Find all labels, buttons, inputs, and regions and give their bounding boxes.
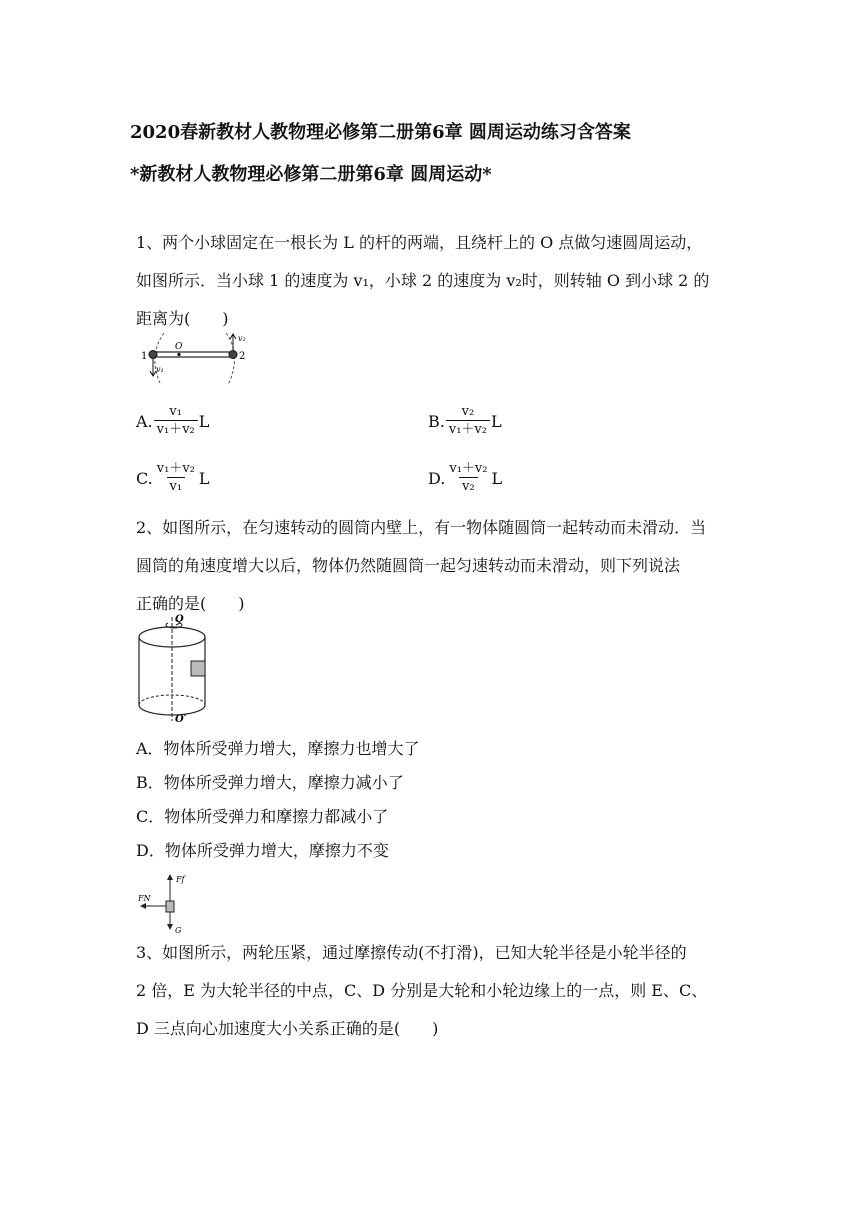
numerator: v₂ [461, 404, 475, 419]
option-suffix: L [491, 469, 503, 488]
option-A[interactable] [136, 404, 209, 439]
option-suffix: L [490, 412, 502, 431]
ball-1 [149, 351, 157, 359]
fraction [154, 404, 198, 439]
fraction [154, 461, 198, 496]
question-2-stem-line: 圆筒的角速度增大以后，物体仍然随圆筒一起匀速转动而未滑动，则下列说法 [136, 556, 681, 575]
option-B[interactable]: B．物体所受弹力增大，摩擦力减小了 [136, 773, 404, 792]
question-1-stem-line: 1、两个小球固定在一根长为 L 的杆的两端，且绕杆上的 O 点做匀速圆周运动， [136, 233, 703, 252]
block [166, 901, 174, 912]
rod-rotation-figure [138, 327, 253, 389]
block [191, 661, 205, 676]
question-3-stem [136, 934, 730, 1048]
option-letter: D. [428, 469, 446, 488]
label-2: 2 [239, 351, 246, 362]
label-G: G [175, 926, 182, 935]
question-1-stem [136, 224, 730, 338]
numerator: v₁ [169, 404, 182, 419]
option-letter: A. [136, 412, 153, 431]
question-2-stem-line: 正确的是( ) [136, 594, 245, 613]
question-1-stem-line: 如图所示．当小球 1 的速度为 v₁，小球 2 的速度为 v₂时，则转轴 O 到小球 2 的 [136, 271, 710, 290]
label-v1: v₁ [156, 365, 164, 374]
ball-1-path-arc [155, 333, 164, 383]
document-title: 2020春新教材人教物理必修第二册第6章 圆周运动练习含答案 [130, 122, 631, 143]
cylinder-figure [136, 613, 216, 725]
pivot-point [177, 353, 180, 356]
option-D[interactable] [428, 461, 502, 496]
document-subtitle: *新教材人教物理必修第二册第6章 圆周运动* [130, 164, 492, 185]
label-1: 1 [141, 351, 148, 362]
denominator: v₁ [167, 477, 186, 496]
fraction [446, 404, 490, 439]
option-letter: C. [136, 469, 153, 488]
ball-2 [229, 351, 237, 359]
fraction [446, 461, 490, 496]
question-2-stem [136, 509, 730, 623]
gravity-arrow-icon [167, 924, 173, 930]
denominator: v₁＋v₂ [446, 420, 490, 439]
numerator: v₁＋v₂ [449, 461, 488, 476]
label-O: O [175, 342, 183, 352]
denominator: v₁＋v₂ [154, 420, 198, 439]
option-suffix: L [198, 469, 210, 488]
option-A[interactable]: A．物体所受弹力增大，摩擦力也增大了 [136, 739, 420, 758]
question-2-stem-line: 2、如图所示，在匀速转动的圆筒内壁上，有一物体随圆筒一起转动而未滑动．当 [136, 518, 707, 537]
normal-force-arrow-icon [140, 903, 146, 909]
question-3-stem-line: D 三点向心加速度大小关系正确的是( ) [136, 1019, 439, 1038]
question-3-stem-line: 2 倍，E 为大轮半径的中点，C、D 分别是大轮和小轮边缘上的一点，则 E、C、 [136, 981, 708, 1000]
force-diagram [136, 870, 192, 936]
question-3-stem-line: 3、如图所示，两轮压紧，通过摩擦传动(不打滑)，已知大轮半径是小轮半径的 [136, 943, 687, 962]
option-B[interactable] [428, 404, 502, 439]
label-top-axis: O [175, 614, 184, 625]
label-FN: FN [138, 894, 151, 903]
friction-arrow-icon [167, 874, 173, 880]
question-1-stem-line: 距离为( ) [136, 309, 229, 328]
label-Ff: Ff [176, 875, 185, 884]
numerator: v₁＋v₂ [156, 461, 195, 476]
option-letter: B. [428, 412, 445, 431]
denominator: v₂ [459, 477, 478, 496]
option-suffix: L [198, 412, 210, 431]
label-bottom-axis: O′ [175, 714, 187, 725]
option-D[interactable]: D．物体所受弹力增大，摩擦力不变 [136, 841, 389, 860]
option-C[interactable]: C．物体所受弹力和摩擦力都减小了 [136, 807, 389, 826]
option-C[interactable] [136, 461, 210, 496]
label-v2: v₂ [238, 334, 246, 343]
rod [153, 352, 233, 357]
